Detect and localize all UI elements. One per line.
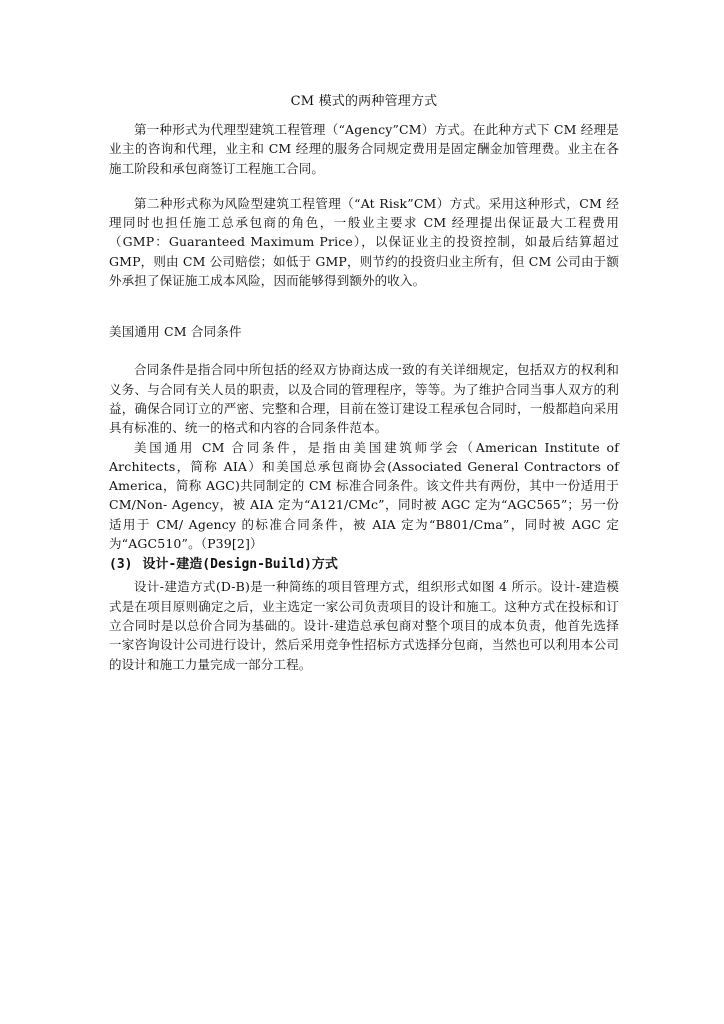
section-heading-contract-conditions: 美国通用 CM 合同条件: [109, 324, 242, 340]
paragraph-at-risk-cm: 第二种形式称为风险型建筑工程管理（“At Risk”CM）方式。采用这种形式，CM 经理同时也担任施工总承包商的角色，一般业主要求 CM 经理提出保证最大工程费用（GMP：Guaranteed Maximum Price），以保证业主的投资控制，如最后结算超过 GMP，则由 CM 公司赔偿；如低于 GMP，则节约的投资归业主所有，但 CM 公司由于额外承担了保证施工成本风险，因而能够得到额外的收入。: [109, 195, 619, 289]
paragraph-agency-cm: 第一种形式为代理型建筑工程管理（“Agency”CM）方式。在此种方式下 CM 经理是业主的咨询和代理，业主和 CM 经理的服务合同规定费用是固定酬金加管理费。业主在各施工阶段和承包商签订工程施工合同。: [109, 122, 619, 176]
subsection-title: 设计-建造(Design-Build)方式: [142, 557, 338, 573]
paragraph-contract-definition: 合同条件是指合同中所包括的经双方协商达成一致的有关详细规定，包括双方的权利和义务、与合同有关人员的职责，以及合同的管理程序，等等。为了维护合同当事人双方的利益，确保合同订立的严密、完整和合理，目前在签订建设工程承包合同时，一般都趋向采用具有标准的、统一的格式和内容的合同条件范本。: [109, 362, 619, 436]
document-body: [109, 92, 619, 674]
section-spacer: [109, 290, 619, 310]
subsection-heading-design-build: [109, 555, 619, 575]
paragraph-spacer: [109, 178, 619, 194]
document-title: CM 模式的两种管理方式: [290, 94, 438, 109]
paragraph-design-build: 设计-建造方式(D-B)是一种简练的项目管理方式，组织形式如图 4 所示。设计-建造模式是在项目原则确定之后，业主选定一家公司负责项目的设计和施工。这种方式在投标和订立合同时是以总价合同为基础的。设计-建造总承包商对整个项目的成本负责，他首先选择一家咨询设计公司进行设计，然后采用竞争性招标方式选择分包商，当然也可以利用本公司的设计和施工力量完成一部分工程。: [109, 579, 619, 672]
paragraph-aia-agc-conditions: 美国通用 CM 合同条件，是指由美国建筑师学会（American Institute of Architects，简称 AIA）和美国总承包商协会(Associated General Contractors of America，简称 AGC)共同制定的 CM 标准合同条件。该文件共有两份，其中一份适用于 CM/Non- Agency，被 AIA 定为“A121/CMc”，同时被 AGC 定为“AGC565”；另一份适用于 CM/ Agency 的标准合同条件，被 AIA 定为“B801/Cma”，同时被 AGC 定为“AGC510”。（P39[2]）: [109, 439, 619, 552]
subsection-number: (3): [109, 557, 133, 573]
